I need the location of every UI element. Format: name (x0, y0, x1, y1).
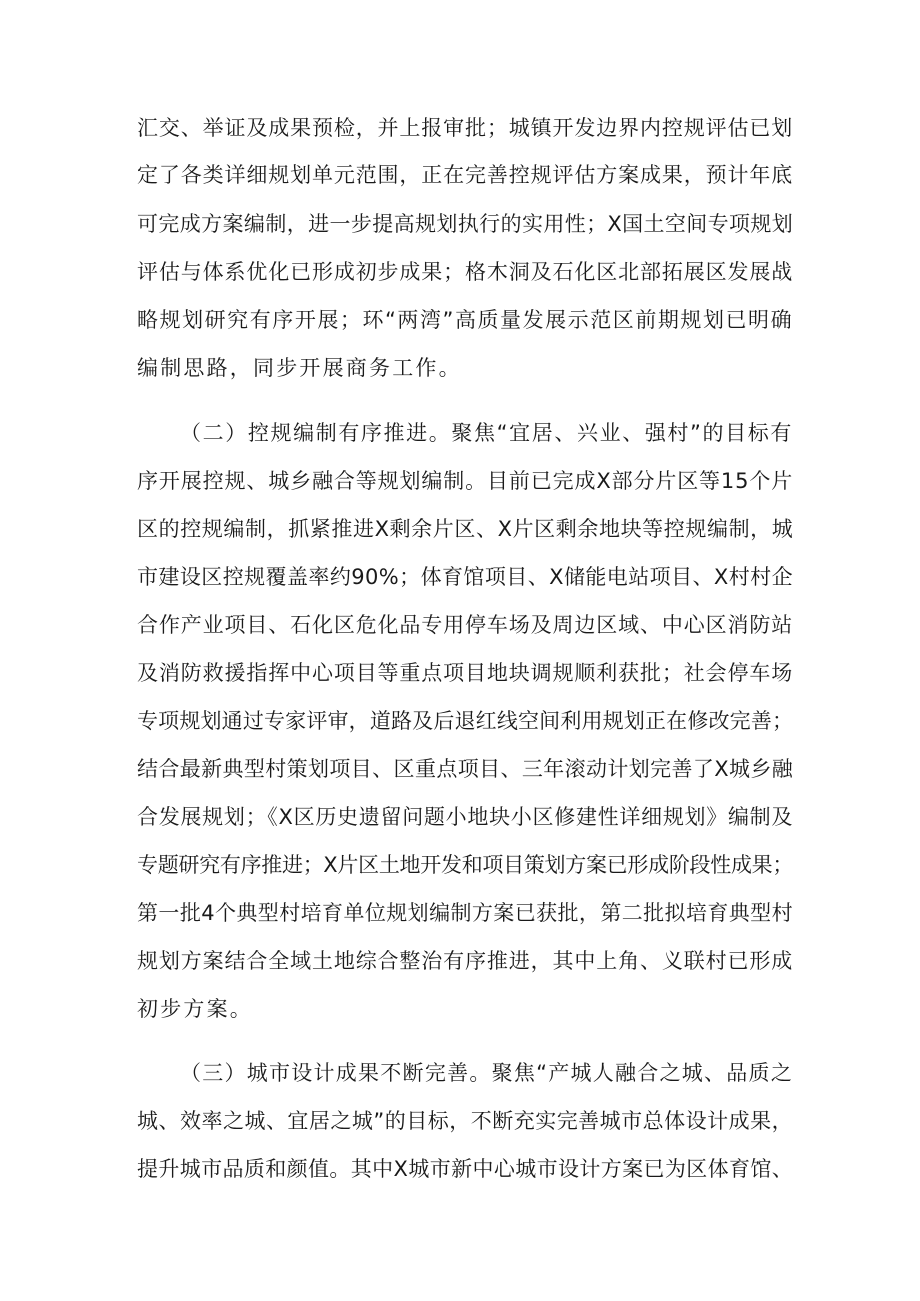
paragraph-line: 序开展控规、城乡融合等规划编制。目前已完成X部分片区等15个片 (137, 469, 793, 493)
paragraph-line: 及消防救援指挥中心项目等重点项目地块调规顺利获批；社会停车场 (137, 661, 793, 685)
paragraph-line: 第一批4个典型村培育单位规划编制方案已获批，第二批拟培育典型村 (137, 901, 793, 925)
paragraph-line: 区的控规编制，抓紧推进X剩余片区、X片区剩余地块等控规编制，城 (137, 517, 794, 541)
paragraph-line: 可完成方案编制，进一步提高规划执行的实用性；X国土空间专项规划 (137, 212, 793, 236)
paragraph-line: 专题研究有序推进；X片区土地开发和项目策划方案已形成阶段性成果； (137, 853, 793, 877)
paragraph-line: 编制思路，同步开展商务工作。 (137, 356, 462, 380)
paragraph-line: （二）控规编制有序推进。聚焦“宜居、兴业、强村”的目标有 (180, 421, 793, 445)
paragraph-line: 专项规划通过专家评审，道路及后退红线空间利用规划正在修改完善； (137, 709, 793, 733)
paragraph-line: 评估与体系优化已形成初步成果；格木洞及石化区北部拓展区发展战 (137, 260, 793, 284)
paragraph-line: 初步方案。 (137, 997, 253, 1021)
paragraph-line: 合发展规划；《X区历史遗留问题小地块小区修建性详细规划》编制及 (137, 805, 793, 829)
paragraph-line: 汇交、举证及成果预检，并上报审批；城镇开发边界内控规评估已划 (137, 116, 793, 140)
paragraph-line: 市建设区控规覆盖率约90%；体育馆项目、X储能电站项目、X村村企 (137, 565, 793, 589)
paragraph-line: 略规划研究有序开展；环“两湾”高质量发展示范区前期规划已明确 (137, 308, 793, 332)
paragraph-line: 城、效率之城、宜居之城”的目标，不断充实完善城市总体设计成果， (137, 1109, 793, 1133)
paragraph-line: 定了各类详细规划单元范围，正在完善控规评估方案成果，预计年底 (137, 163, 793, 187)
paragraph-line: （三）城市设计成果不断完善。聚焦“产城人融合之城、品质之 (180, 1061, 793, 1085)
paragraph-line: 合作产业项目、石化区危化品专用停车场及周边区域、中心区消防站 (137, 613, 793, 637)
paragraph-line: 提升城市品质和颜值。其中X城市新中心城市设计方案已为区体育馆、 (137, 1157, 793, 1181)
paragraph-line: 规划方案结合全域土地综合整治有序推进，其中上角、义联村已形成 (137, 949, 793, 973)
paragraph-line: 结合最新典型村策划项目、区重点项目、三年滚动计划完善了X城乡融 (137, 757, 793, 781)
